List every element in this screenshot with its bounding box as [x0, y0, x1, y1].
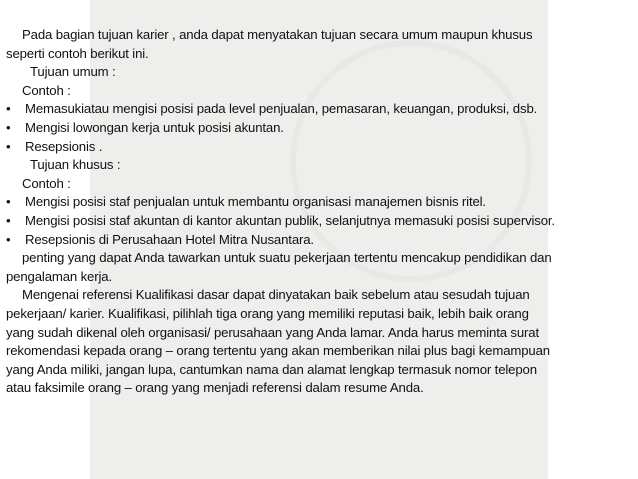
bullet-icon: • [6, 212, 11, 228]
list-item [6, 138, 634, 157]
referensi-line-3: yang sudah dikenal oleh organisasi/ perusahaan yang Anda lamar. Anda harus meminta surat [6, 324, 539, 340]
bullet-icon: • [6, 231, 11, 247]
referensi-line-2: pekerjaan/ karier. Kualifikasi, pilihlah tiga orang yang memiliki reputasi baik, lebih baik orang [6, 305, 529, 321]
intro-line-2: seperti contoh berikut ini. [6, 45, 149, 61]
bullet-icon: • [6, 101, 11, 117]
contoh-label-2: Contoh : [22, 175, 71, 191]
document-body [6, 26, 634, 398]
bullet-icon: • [6, 138, 11, 154]
umum-heading: Tujuan umum : [30, 64, 116, 80]
list-item-text: Resepsionis di Perusahaan Hotel Mitra Nusantara. [25, 231, 314, 247]
referensi-line-6: atau faksimile orang – orang yang menjadi referensi dalam resume Anda. [6, 380, 424, 396]
list-item [6, 193, 634, 212]
penting-line-2: pengalaman kerja. [6, 268, 112, 284]
list-item-text: Mengisi posisi staf akuntan di kantor akuntan publik, selanjutnya memasuki posisi supervisor. [25, 212, 555, 228]
list-item [6, 231, 634, 250]
referensi-line-4: rekomendasi kepada orang – orang tertentu yang akan memberikan nilai plus bagi kemampuan [6, 343, 550, 359]
list-item [6, 212, 634, 231]
list-item-text: Memasukiatau mengisi posisi pada level penjualan, pemasaran, keuangan, produksi, dsb. [25, 101, 538, 117]
contoh-label-1: Contoh : [22, 82, 71, 98]
referensi-line-5: yang Anda miliki, jangan lupa, cantumkan nama dan alamat lengkap termasuk nomor telepon [6, 361, 537, 377]
list-item-text: Mengisi posisi staf penjualan untuk membantu organisasi manajemen bisnis ritel. [25, 194, 486, 210]
bullet-icon: • [6, 119, 11, 135]
list-item [6, 100, 634, 119]
list-item-text: Resepsionis . [25, 138, 103, 154]
intro-line-1: Pada bagian tujuan karier , anda dapat menyatakan tujuan secara umum maupun khusus [22, 27, 533, 42]
bullet-icon: • [6, 194, 11, 210]
list-item [6, 119, 634, 138]
list-item-text: Mengisi lowongan kerja untuk posisi akuntan. [25, 119, 284, 135]
referensi-line-1: Mengenai referensi Kualifikasi dasar dapat dinyatakan baik sebelum atau sesudah tujuan [22, 287, 530, 303]
penting-line-1: penting yang dapat Anda tawarkan untuk suatu pekerjaan tertentu mencakup pendidikan dan [22, 250, 552, 266]
khusus-heading: Tujuan khusus : [30, 157, 121, 173]
